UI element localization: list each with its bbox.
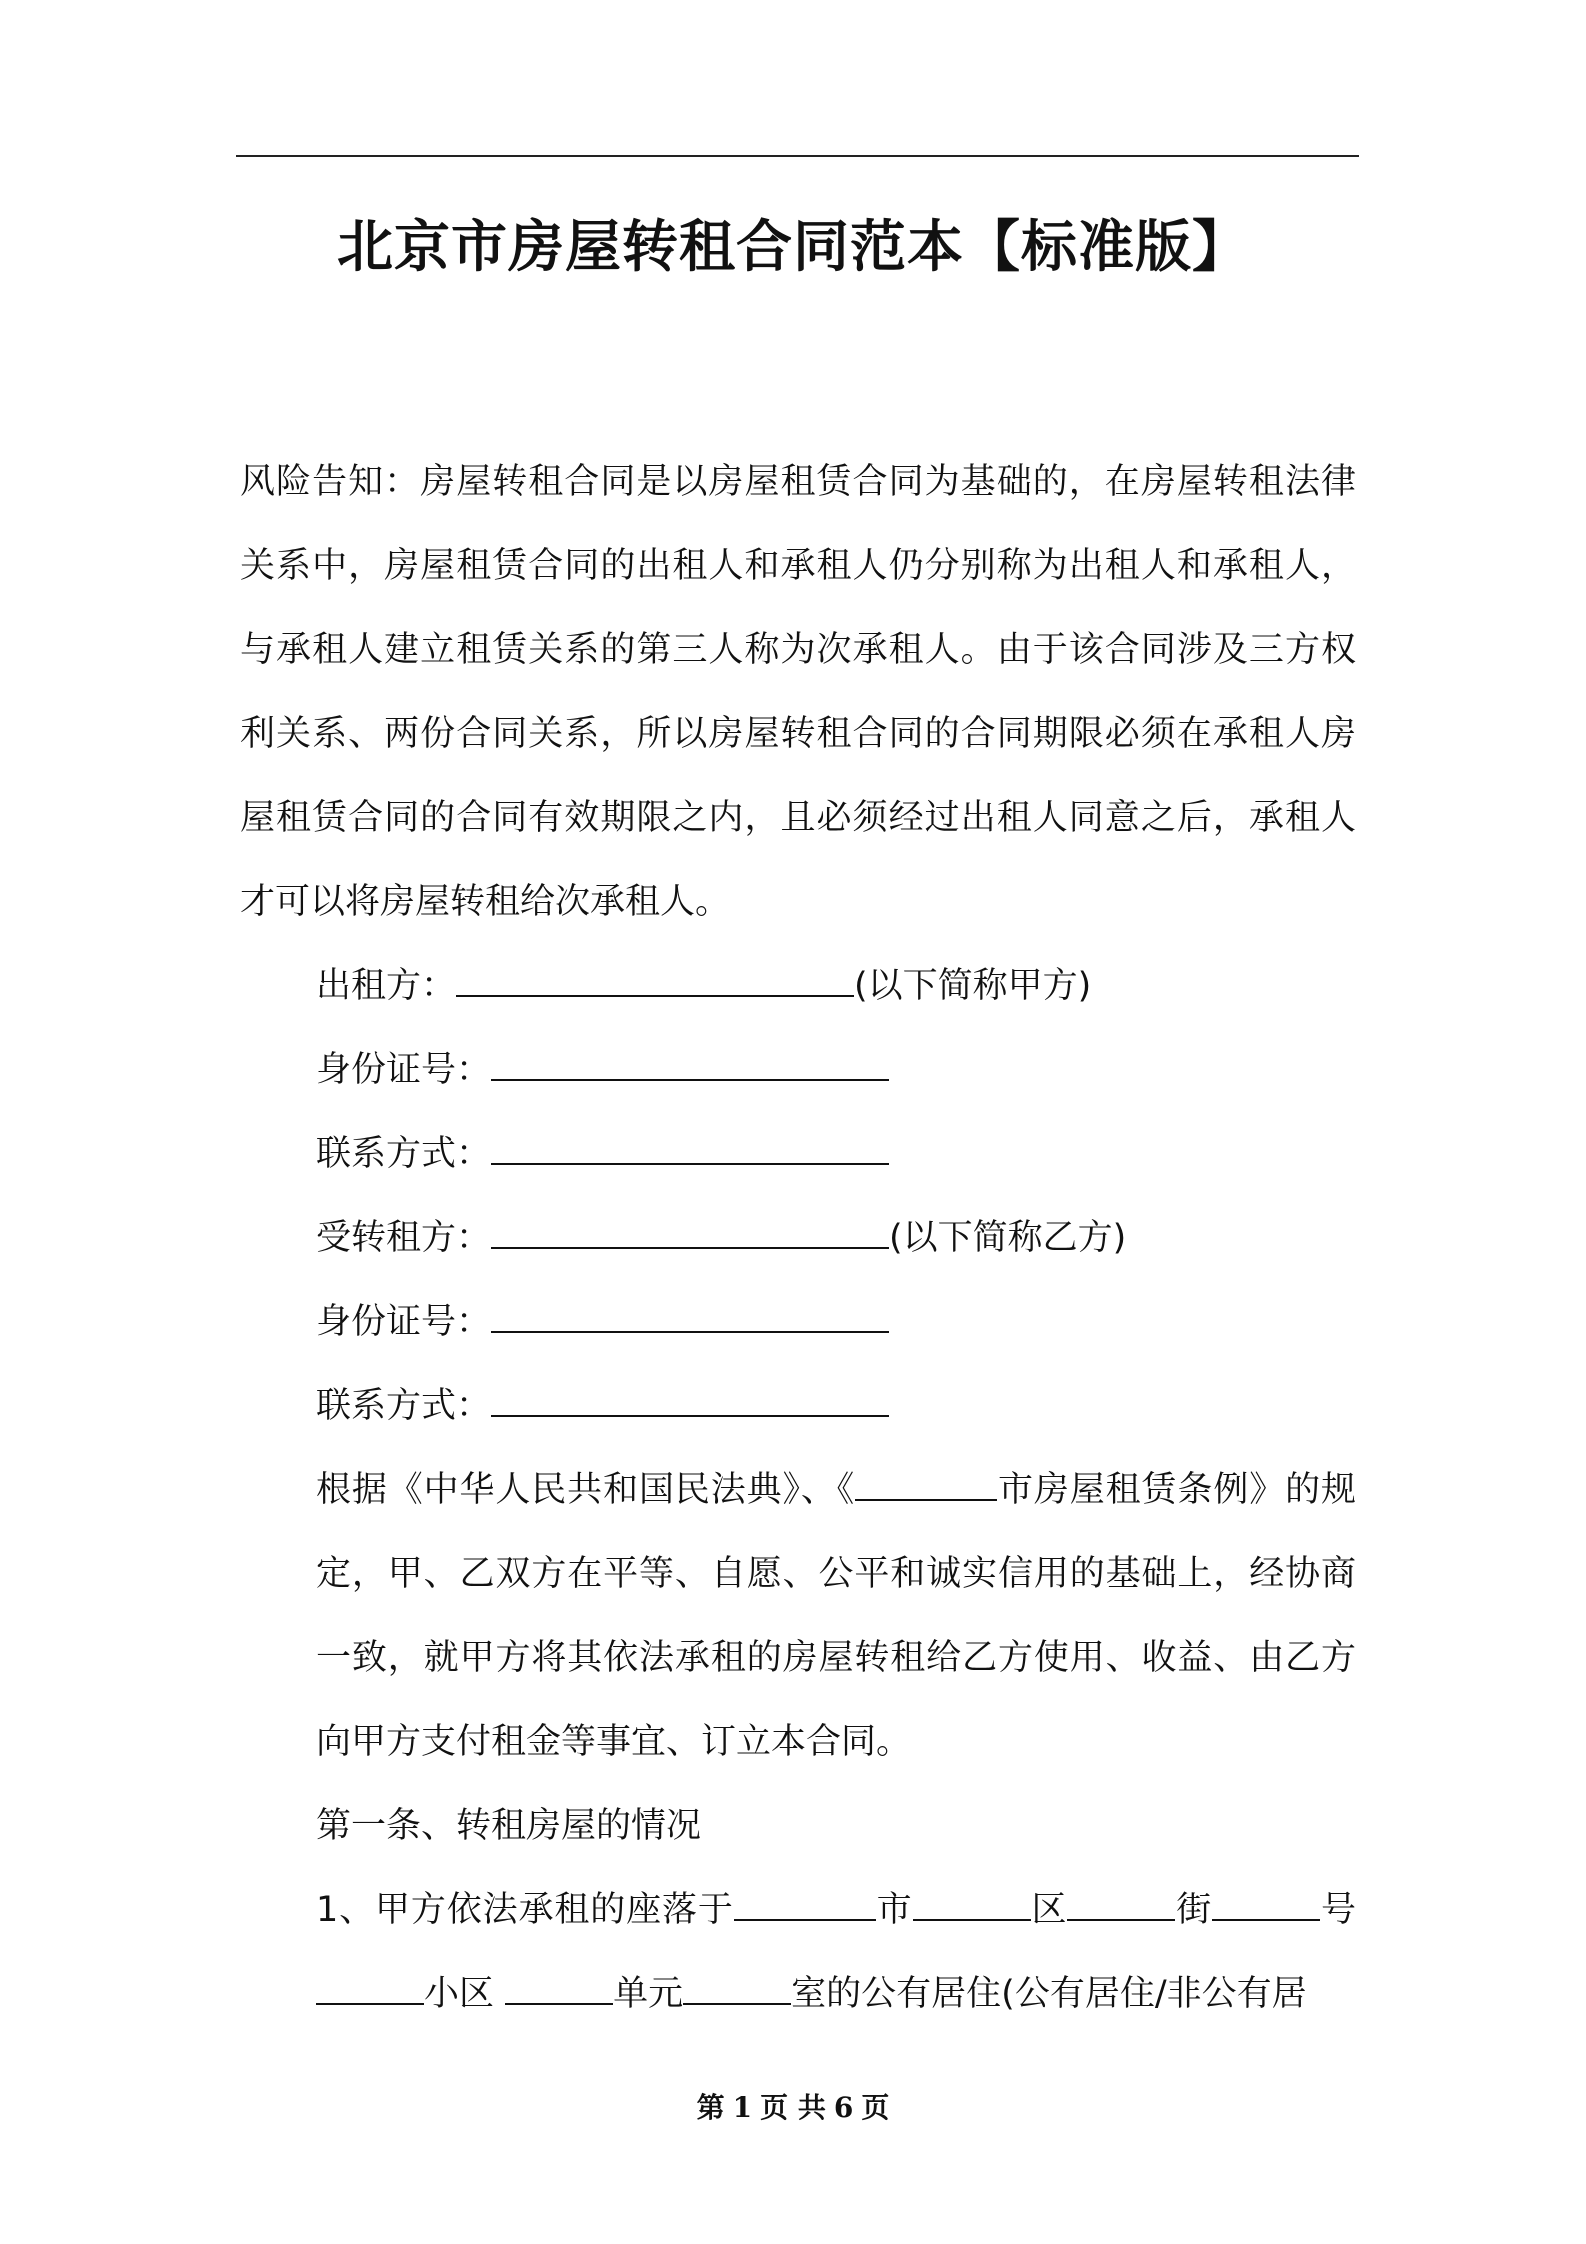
city-blank[interactable] [734, 1893, 876, 1921]
document-body [240, 440, 1356, 2036]
document-title: 北京市房屋转租合同范本【标准版】 [337, 215, 1249, 280]
header-rule [236, 155, 1359, 157]
clause1-prefix: 1、甲方依法承租的座落于 [316, 1890, 734, 1930]
clause1-district: 区 [1030, 1890, 1068, 1930]
lessor-contact-field [240, 1112, 1356, 1196]
sublessee-label: 受转租方： [316, 1218, 492, 1258]
lessor-blank[interactable] [456, 969, 854, 997]
clause1-city: 市 [875, 1890, 913, 1930]
lessor-id-field [240, 1028, 1356, 1112]
sublessee-blank[interactable] [491, 1221, 889, 1249]
unit-blank[interactable] [683, 1977, 791, 2005]
clause1-street: 街 [1175, 1890, 1213, 1930]
lessor-label: 出租方： [316, 966, 457, 1006]
article1-heading: 第一条、转租房屋的情况 [316, 1806, 702, 1846]
sublessee-field [240, 1196, 1356, 1280]
clause1-paragraph [240, 1868, 1356, 2036]
clause1-unit: 单元 [613, 1974, 684, 2014]
legal-basis-part2: 市房屋租赁条例》的规定，甲、乙双方在平等、自愿、公平和诚实信用的基础上，经协商一致，就甲方将其依法承租的房屋转租给乙方使用、收益、由乙方向甲方支付租金等事宜、订立本合同。 [316, 1470, 1356, 1762]
clause1-number: 号 [1320, 1890, 1356, 1930]
lessor-contact-blank[interactable] [491, 1137, 889, 1165]
footer-page-prefix: 第 [696, 2091, 725, 2124]
number-blank[interactable] [1212, 1893, 1320, 1921]
sublessee-contact-label: 联系方式： [316, 1386, 492, 1426]
footer-page-current: 1 [732, 2091, 753, 2124]
risk-notice-paragraph: 风险告知：房屋转租合同是以房屋租赁合同为基础的，在房屋转租法律关系中，房屋租赁合同的出租人和承租人仍分别称为出租人和承租人，与承租人建立租赁关系的第三人称为次承租人。由于该合同涉及三方权利关系、两份合同关系，所以房屋转租合同的合同期限必须在承租人房屋租赁合同的合同有效期限之内，且必须经过出租人同意之后，承租人才可以将房屋转租给次承租人。 [240, 462, 1356, 922]
sublessee-contact-blank[interactable] [491, 1389, 889, 1417]
lessor-id-blank[interactable] [491, 1053, 889, 1081]
page-footer [0, 2088, 1586, 2128]
lessor-id-label: 身份证号： [316, 1050, 492, 1090]
footer-page-middle: 页 共 [760, 2091, 826, 2124]
lessor-suffix: (以下简称甲方) [854, 966, 1092, 1006]
footer-page-total: 6 [833, 2091, 854, 2124]
sublessee-id-blank[interactable] [491, 1305, 889, 1333]
city-regulation-blank[interactable] [855, 1473, 997, 1501]
legal-basis-paragraph [240, 1448, 1356, 1784]
legal-basis-part1: 根据《中华人民共和国民法典》、《 [316, 1470, 856, 1510]
footer-page-suffix: 页 [861, 2091, 890, 2124]
sublessee-id-field [240, 1280, 1356, 1364]
community-blank[interactable] [505, 1977, 613, 2005]
lessor-contact-label: 联系方式： [316, 1134, 492, 1174]
sublessee-id-label: 身份证号： [316, 1302, 492, 1342]
sublessee-contact-field [240, 1364, 1356, 1448]
clause1-community: 小区 [424, 1974, 495, 2014]
clause1-room-suffix: 室的公有居住(公有居住/非公有居 [791, 1974, 1307, 2014]
sublessee-suffix: (以下简称乙方) [889, 1218, 1127, 1258]
street-blank[interactable] [1067, 1893, 1175, 1921]
building-blank[interactable] [316, 1977, 424, 2005]
lessor-field [240, 944, 1356, 1028]
district-blank[interactable] [913, 1893, 1031, 1921]
